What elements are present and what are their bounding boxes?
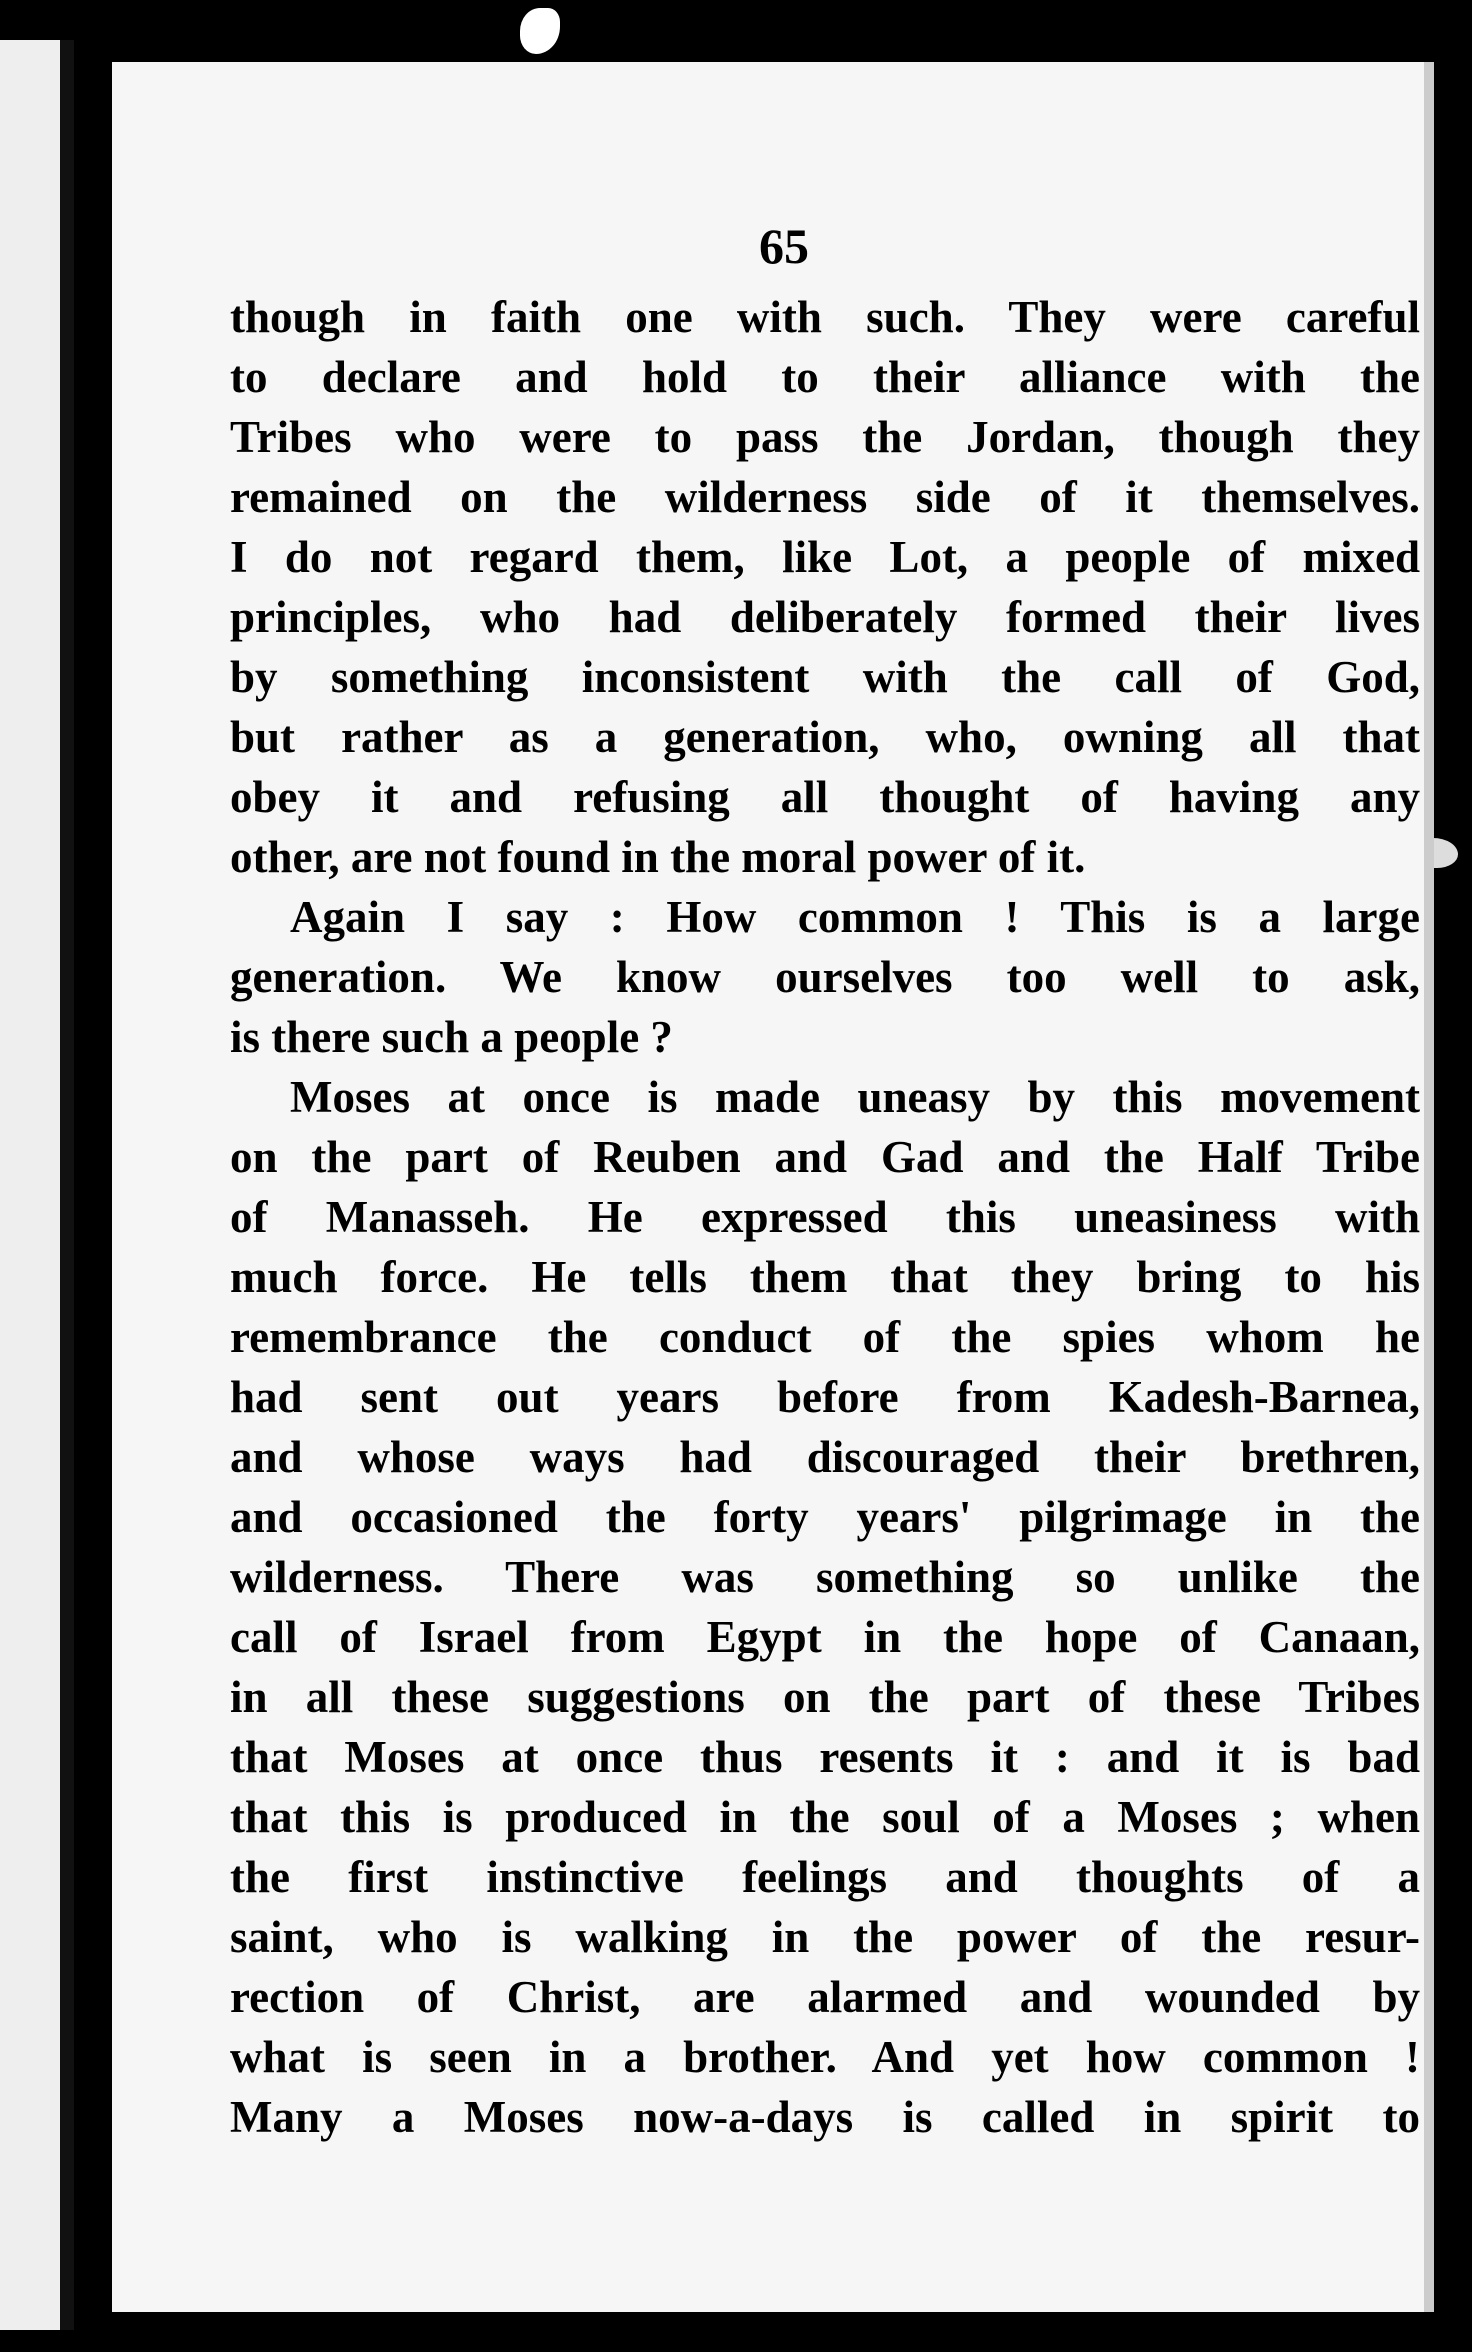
text-line: remained on the wilderness side of it themselves. [230,472,1420,522]
text-line: Many a Moses now-a-days is called in spirit to [230,2092,1420,2142]
text-line: Tribes who were to pass the Jordan, though they [230,412,1420,462]
text-line: rection of Christ, are alarmed and wounded by [230,1972,1420,2022]
text-line: and occasioned the forty years' pilgrimage in the [230,1492,1420,1542]
text-line: to declare and hold to their alliance with the [230,352,1420,402]
text-line: is there such a people ? [230,1012,673,1062]
text-line: but rather as a generation, who, owning all that [230,712,1420,762]
text-line: what is seen in a brother. And yet how common ! [230,2032,1420,2082]
text-line: principles, who had deliberately formed their lives [230,592,1420,642]
text-line: had sent out years before from Kadesh-Barnea, [230,1372,1420,1422]
text-line: that Moses at once thus resents it : and it is bad [230,1732,1420,1782]
text-line: of Manasseh. He expressed this uneasiness with [230,1192,1420,1242]
text-line: obey it and refusing all thought of having any [230,772,1420,822]
text-line: in all these suggestions on the part of these Tribes [230,1672,1420,1722]
gutter-shadow [60,40,74,2330]
text-line: that this is produced in the soul of a Moses ; when [230,1792,1420,1842]
text-line: Again I say : How common ! This is a large [290,892,1420,942]
text-line: call of Israel from Egypt in the hope of Canaan, [230,1612,1420,1662]
text-line: the first instinctive feelings and thoughts of a [230,1852,1420,1902]
text-line: by something inconsistent with the call of God, [230,652,1420,702]
text-line: though in faith one with such. They were careful [230,292,1420,342]
text-line: wilderness. There was something so unlike the [230,1552,1420,1602]
text-line: Moses at once is made uneasy by this movement [290,1072,1420,1122]
text-line: much force. He tells them that they bring to his [230,1252,1420,1302]
book-page [112,62,1434,2312]
page-number: 65 [759,218,809,274]
text-line: I do not regard them, like Lot, a people of mixed [230,532,1420,582]
text-line: other, are not found in the moral power of it. [230,832,1086,882]
text-line: remembrance the conduct of the spies whom he [230,1312,1420,1362]
paper-damage-mark [520,8,560,54]
text-line: and whose ways had discouraged their brethren, [230,1432,1420,1482]
text-line: saint, who is walking in the power of the resur- [230,1912,1420,1962]
text-line: generation. We know ourselves too well to ask, [230,952,1420,1002]
text-line: on the part of Reuben and Gad and the Half Tribe [230,1132,1420,1182]
page-body-text [230,287,1420,2147]
